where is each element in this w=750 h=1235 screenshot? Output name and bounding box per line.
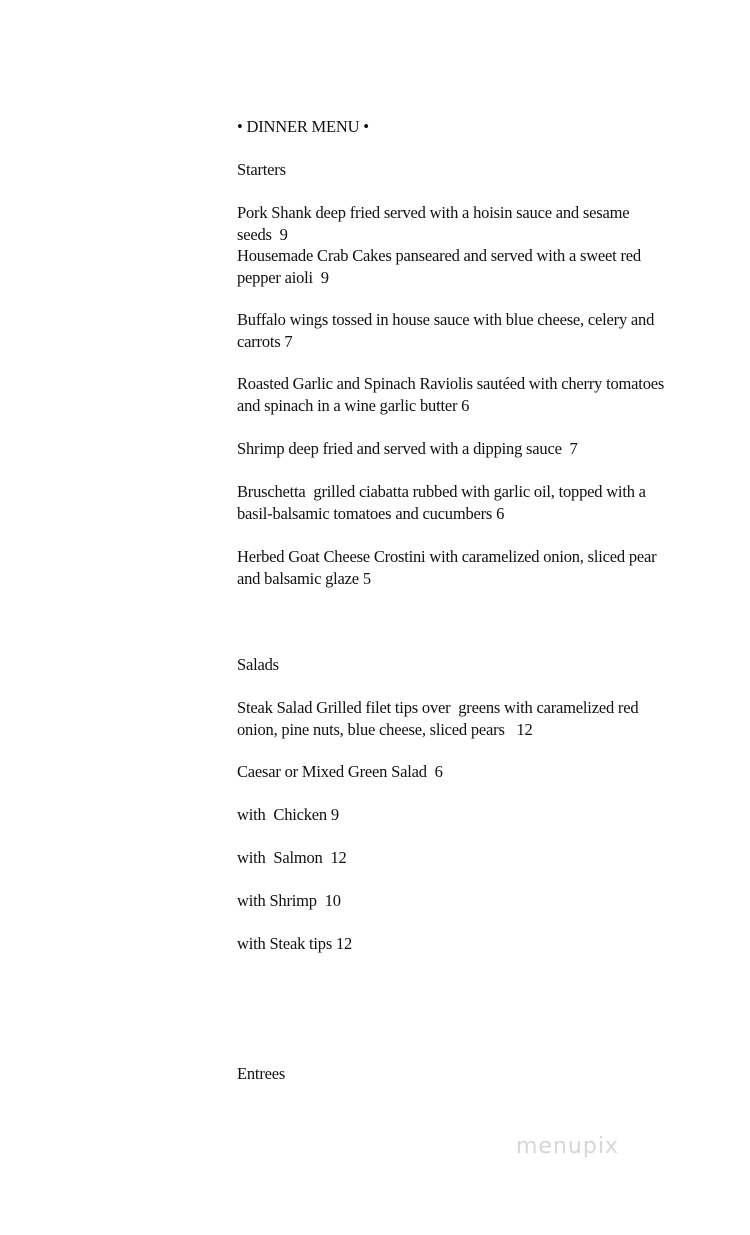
menu-item: Buffalo wings tossed in house sauce with blue cheese, celery and carrots 7 [237,310,659,351]
menu-item: with Salmon 12 [237,848,347,867]
menu-item: Bruschetta grilled ciabatta rubbed with garlic oil, topped with a basil-balsamic tomatoes and cucumbers 6 [237,482,650,523]
menu-item: with Chicken 9 [237,805,339,824]
menu-item: with Shrimp 10 [237,891,341,910]
menu-item: Steak Salad Grilled filet tips over greens with caramelized red onion, pine nuts, blue cheese, sliced pears 12 [237,698,643,739]
menu-item: Herbed Goat Cheese Crostini with caramelized onion, sliced pear and balsamic glaze 5 [237,547,661,588]
section-heading-salads: Salads [237,655,279,674]
menu-item: Housemade Crab Cakes panseared and served with a sweet red pepper aioli 9 [237,246,645,287]
section-heading-starters: Starters [237,160,286,179]
menu-item: with Steak tips 12 [237,934,353,953]
menu-item: Shrimp deep fried and served with a dipping sauce 7 [237,439,578,458]
menu-item: Pork Shank deep fried served with a hoisin sauce and sesame seeds 9 [237,203,634,244]
section-heading-entrees: Entrees [237,1064,286,1083]
menu-item: Caesar or Mixed Green Salad 6 [237,762,443,781]
menu-title: • DINNER MENU • [237,117,369,136]
menu-item: Roasted Garlic and Spinach Raviolis sautéed with cherry tomatoes and spinach in a wine garlic butter 6 [237,374,669,415]
menupix-watermark: menupix [516,1134,619,1159]
